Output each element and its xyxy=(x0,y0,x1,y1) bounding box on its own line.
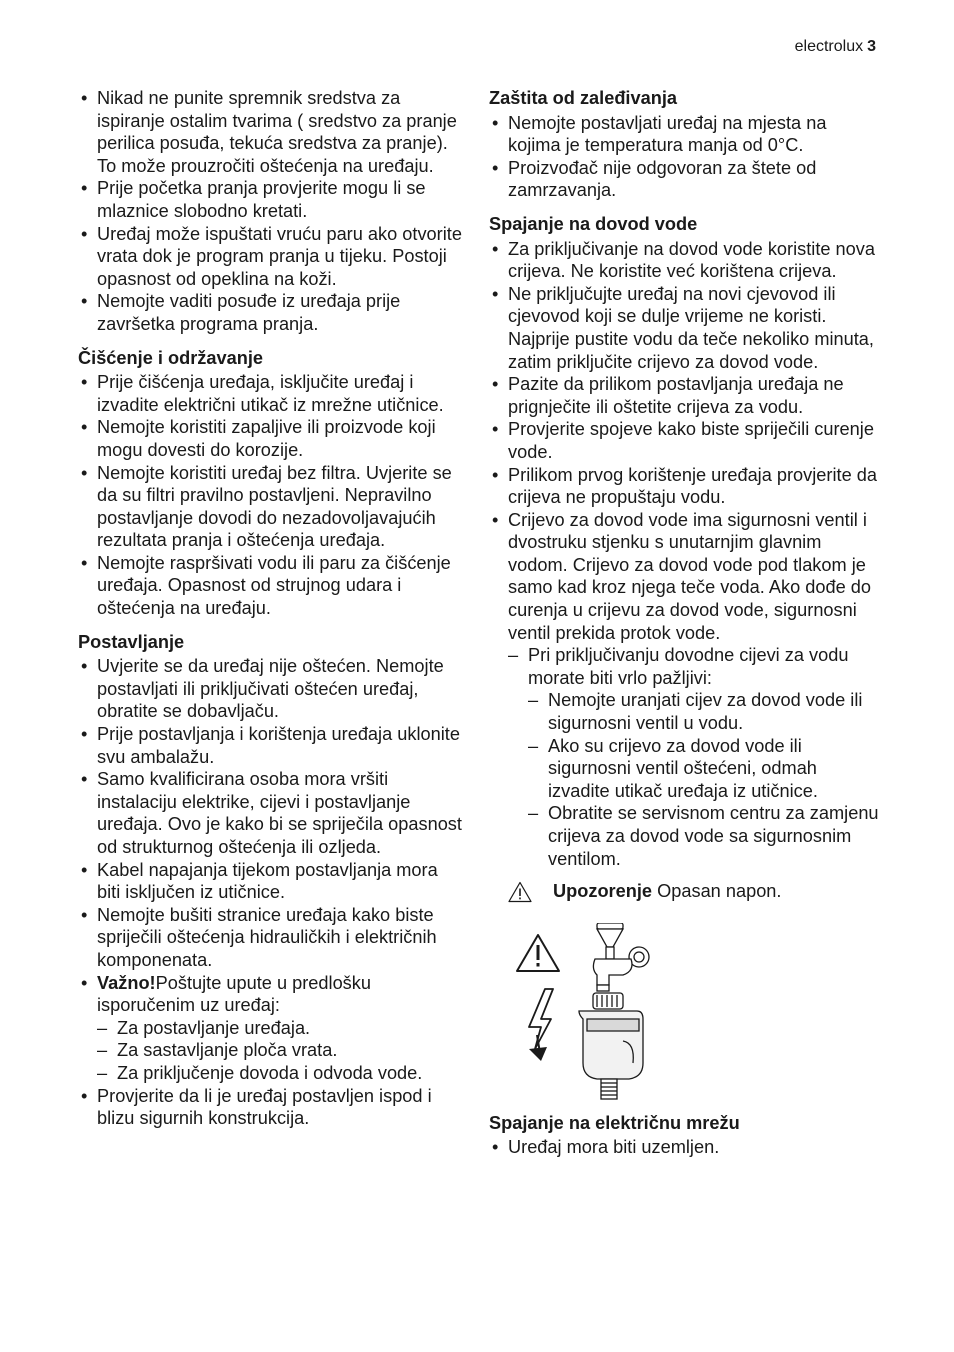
section-heading-frost: Zaštita od zaleđivanja xyxy=(489,88,677,108)
list-item: • Provjerite spojeve kako biste spriječili curenje vode. xyxy=(489,418,881,463)
electric-list xyxy=(489,1136,881,1159)
page-number: 3 xyxy=(867,38,876,55)
frost-list xyxy=(489,112,881,202)
safety-valve-icon xyxy=(579,993,643,1099)
list-item: • Nemojte koristiti uređaj bez filtra. Uvjerite se da su filtri pravilno postavljeni. Nepravilno postavljanje dovodi do nezadovoljavajućih rezultata pranja i oštećenja uređaja. xyxy=(78,462,466,552)
list-item: • Provjerite da li je uređaj postavljen ispod i blizu sigurnih konstrukcija. xyxy=(78,1085,466,1130)
left-column xyxy=(78,87,466,1130)
safety-subsublist xyxy=(528,689,881,870)
warning-triangle-icon xyxy=(508,881,532,903)
sub-sub-list-item: – Ako su crijevo za dovod vode ili sigurnosni ventil oštećeni, odmah izvadite utikač uređaja iz utičnice. xyxy=(528,735,881,803)
water-tap-icon xyxy=(593,923,649,991)
list-item: • Nemojte bušiti stranice uređaja kako biste spriječili oštećenja hidrauličkih i električnih komponenata. xyxy=(78,904,466,972)
warning-notice xyxy=(489,880,881,903)
sub-list-item: – Za priključenje dovoda i odvoda vode. xyxy=(97,1062,466,1085)
water-tap-valve-image xyxy=(513,923,673,1103)
list-item: • Nikad ne punite spremnik sredstva za ispiranje ostalim tvarima ( sredstvo za pranje perilica posuđa, tekuća sredstva za pranje). To može prouzročiti oštećenja na uređaju. xyxy=(78,87,466,177)
sub-list-item: – Za sastavljanje ploča vrata. xyxy=(97,1039,466,1062)
warning-label: Upozorenje xyxy=(553,881,653,902)
list-item: • Uređaj može ispuštati vruću paru ako otvorite vrata dok je program pranja u tijeku. Postoji opasnost od opeklina na koži. xyxy=(78,223,466,291)
high-voltage-icon xyxy=(529,989,553,1061)
list-item: • Za priključivanje na dovod vode koristite nova crijeva. Ne koristite već korištena crijeva. xyxy=(489,238,881,283)
water-list xyxy=(489,238,881,871)
safety-valve-text: Crijevo za dovod vode ima sigurnosni ventil i dvostruku stjenku s unutarnjim glavnim vodom. Crijevo za dovod vode pod tlakom je samo kad kroz njega teče voda. Ako dođe do curenja u crijevu za dovod vode, sigurnosni ventil prekida protok vode. xyxy=(508,509,871,643)
list-item-important xyxy=(78,972,466,1085)
list-item: • Prije postavljanja i korištenja uređaja uklonite svu ambalažu. xyxy=(78,723,466,768)
list-item: • Samo kvalificirana osoba mora vršiti instalaciju elektrike, cijevi i postavljanje uređaja. Ovo je kako bi se spriječila opasnost od strukturnog oštećenja ili ozljeda. xyxy=(78,768,466,858)
list-item: • Proizvođač nije odgovoran za štete od zamrzavanja. xyxy=(489,157,881,202)
list-item-safety-valve xyxy=(489,509,881,871)
important-text: Poštujte upute u predlošku isporučenim uz uređaj: xyxy=(97,972,371,1016)
sub-list-item: – Za postavljanje uređaja. xyxy=(97,1017,466,1040)
installation-list xyxy=(78,655,466,1129)
list-item: • Prije čišćenja uređaja, isključite uređaj i izvadite električni utikač iz mrežne utičnice. xyxy=(78,371,466,416)
list-item: • Nemojte vaditi posuđe iz uređaja prije završetka programa pranja. xyxy=(78,290,466,335)
section-heading-installation: Postavljanje xyxy=(78,631,185,652)
list-item: • Kabel napajanja tijekom postavljanja mora biti isključen iz utičnice. xyxy=(78,859,466,904)
cleaning-list xyxy=(78,371,466,620)
list-item: • Ne priključujte uređaj na novi cjevovod ili cjevovod koji se dulje vrijeme ne koristi. Najprije pustite vodu da teče nekoliko minuta, zatim priključite crijevo za dovod vode. xyxy=(489,283,881,373)
list-item: • Uvjerite se da uređaj nije oštećen. Nemojte postavljati ili priključivati oštećen uređaj, obratite se dobavljaču. xyxy=(78,655,466,723)
list-item: • Nemojte raspršivati vodu ili paru za čišćenje uređaja. Opasnost od strujnog udara i oštećenja na uređaju. xyxy=(78,552,466,620)
danger-warning-icon xyxy=(517,935,559,971)
section-heading-cleaning: Čišćenje i održavanje xyxy=(78,347,263,368)
important-sublist xyxy=(97,1017,466,1085)
right-column xyxy=(489,87,881,1159)
list-item: • Prije početka pranja provjerite mogu li se mlaznice slobodno kretati. xyxy=(78,177,466,222)
list-item: • Pazite da prilikom postavljanja uređaja ne prignječite ili oštetite crijeva za vodu. xyxy=(489,373,881,418)
sub-list-text: Pri priključivanju dovodne cijevi za vodu morate biti vrlo pažljivi: xyxy=(528,645,849,688)
list-item: • Nemojte postavljati uređaj na mjesta na kojima je temperatura manja od 0°C. xyxy=(489,112,881,157)
sub-sub-list-item: – Nemojte uranjati cijev za dovod vode ili sigurnosni ventil u vodu. xyxy=(528,689,881,734)
page-header xyxy=(795,37,876,57)
warning-text: Opasan napon. xyxy=(657,881,782,902)
safety-valve-illustration xyxy=(513,923,673,1103)
section-heading-water: Spajanje na dovod vode xyxy=(489,213,698,234)
intro-list xyxy=(78,87,466,336)
sub-sub-list-item: – Obratite se servisnom centru za zamjenu crijeva za dovod vode sa sigurnosnim ventilom. xyxy=(528,802,881,870)
section-heading-electric: Spajanje na električnu mrežu xyxy=(489,1112,740,1133)
important-label: Važno! xyxy=(97,972,156,993)
brand-name: electrolux xyxy=(794,38,864,55)
list-item: • Prilikom prvog korištenje uređaja provjerite da crijeva ne propuštaju vodu. xyxy=(489,464,881,509)
list-item: • Uređaj mora biti uzemljen. xyxy=(489,1136,881,1159)
sub-list-item xyxy=(508,644,881,870)
list-item: • Nemojte koristiti zapaljive ili proizvode koji mogu dovesti do korozije. xyxy=(78,416,466,461)
safety-sublist xyxy=(508,644,881,870)
